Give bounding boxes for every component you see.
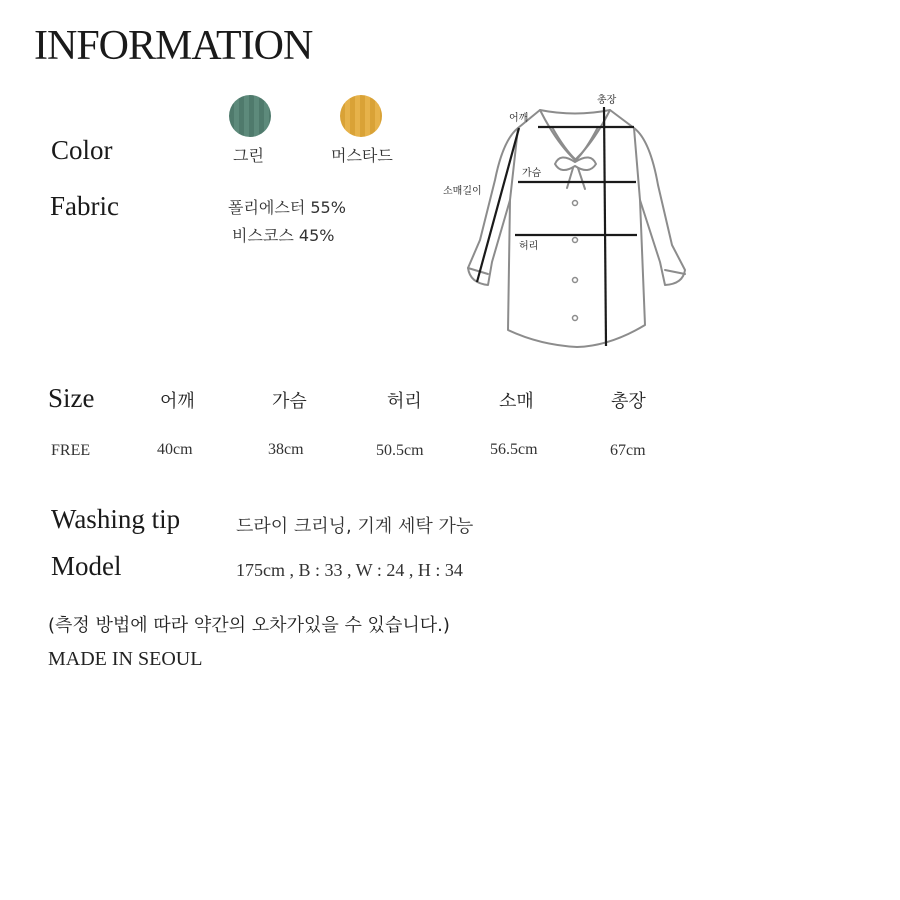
size-row-label: FREE — [51, 442, 91, 459]
sleeve-line — [477, 128, 519, 282]
garment-diagram — [440, 90, 700, 355]
size-value-shoulder: 40cm — [157, 441, 193, 458]
washing-label: Washing tip — [51, 504, 181, 534]
length-line — [604, 107, 606, 346]
fabric-line-1: 폴리에스터 55% — [228, 198, 346, 217]
label-waist: 허리 — [519, 241, 539, 252]
size-header-waist: 허리 — [387, 391, 422, 412]
color-label: Color — [51, 135, 113, 165]
color-name-mustard: 머스타드 — [331, 146, 393, 165]
page-title: INFORMATION — [34, 23, 313, 69]
size-label: Size — [48, 383, 95, 413]
label-shoulder: 어깨 — [509, 113, 529, 124]
color-swatch-mustard — [340, 95, 382, 137]
color-swatch-green — [229, 95, 271, 137]
label-sleeve: 소매길이 — [443, 186, 482, 197]
model-text: 175cm , B : 33 , W : 24 , H : 34 — [236, 560, 463, 580]
size-value-chest: 38cm — [268, 441, 304, 458]
label-chest: 가슴 — [522, 168, 542, 179]
color-name-green: 그린 — [233, 146, 264, 165]
size-header-length: 총장 — [611, 391, 646, 412]
buttons — [573, 201, 578, 321]
measurement-note: (측정 방법에 따라 약간의 오차가있을 수 있습니다.) — [48, 615, 450, 636]
size-header-chest: 가슴 — [272, 391, 307, 412]
size-value-sleeve: 56.5cm — [490, 441, 538, 458]
size-header-shoulder: 어깨 — [160, 391, 195, 412]
label-length: 총장 — [597, 95, 617, 106]
garment-outline — [508, 110, 645, 347]
fabric-line-2: 비스코스 45% — [232, 226, 335, 245]
size-header-sleeve: 소매 — [499, 391, 534, 412]
fabric-label: Fabric — [50, 191, 119, 221]
size-value-waist: 50.5cm — [376, 442, 424, 459]
model-label: Model — [51, 551, 122, 581]
washing-text: 드라이 크리닝, 기계 세탁 가능 — [236, 516, 474, 537]
size-value-length: 67cm — [610, 442, 646, 459]
made-in-label: MADE IN SEOUL — [48, 648, 203, 670]
collar — [540, 110, 610, 160]
